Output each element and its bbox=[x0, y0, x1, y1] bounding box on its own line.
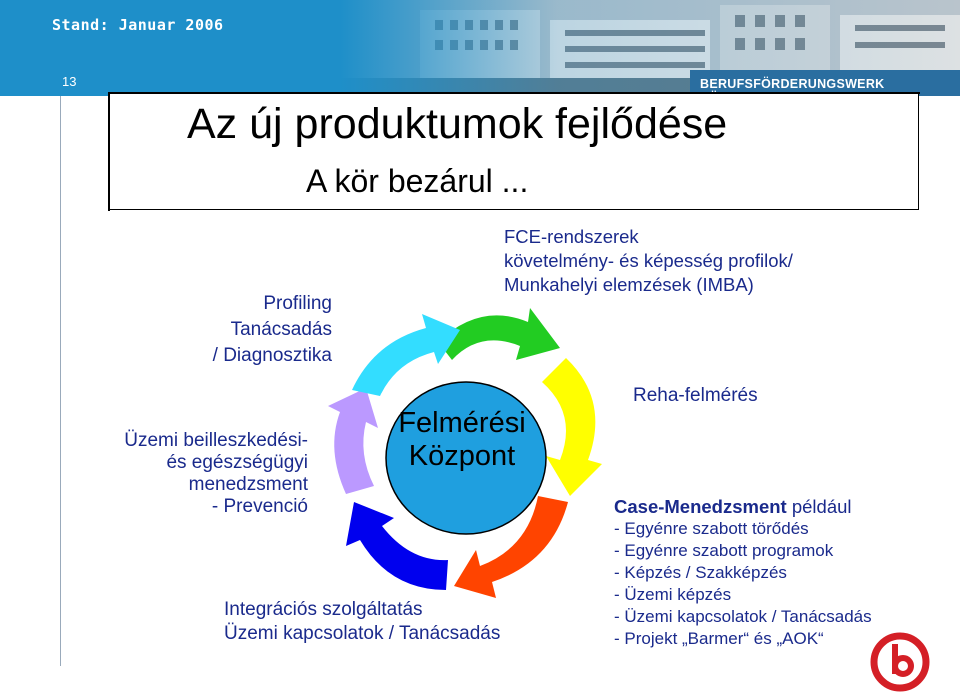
profiling-line2: Tanácsadás bbox=[230, 319, 332, 340]
page-subtitle: A kör bezárul ... bbox=[306, 163, 529, 199]
uzemi-block bbox=[62, 430, 308, 518]
profiling-line3: / Diagnosztika bbox=[212, 345, 332, 366]
case-item: - Képzés / Szakképzés bbox=[614, 563, 787, 582]
uzemi-line4: - Prevenció bbox=[211, 496, 308, 517]
cycle-arrow-cyan bbox=[352, 314, 460, 396]
page-title: Az új produktumok fejlődése bbox=[187, 100, 728, 148]
case-title-bold: Case-Menedzsment bbox=[614, 496, 787, 517]
case-title bbox=[614, 496, 872, 518]
uzemi-line2: és egészségügyi bbox=[166, 452, 308, 473]
uzemi-line3: menedzsment bbox=[188, 474, 308, 495]
cycle-arrow-lavender bbox=[328, 388, 378, 494]
organization-name: BERUFSFÖRDERUNGSWERK bbox=[700, 77, 885, 91]
title-box-top-border bbox=[108, 92, 920, 94]
case-item: - Projekt „Barmer“ és „AOK“ bbox=[614, 629, 824, 648]
center-label-line2: Központ bbox=[408, 440, 516, 472]
center-label bbox=[384, 407, 540, 473]
profiling-line1: Profiling bbox=[263, 293, 332, 314]
fce-line2: követelmény- és képesség profilok/ bbox=[504, 250, 793, 271]
case-title-rest: például bbox=[786, 496, 852, 517]
center-label-line1: Felmérési bbox=[398, 407, 526, 439]
fce-block bbox=[504, 225, 793, 297]
title-box-left-border bbox=[108, 94, 110, 211]
integracio-line2: Üzemi kapcsolatok / Tanácsadás bbox=[224, 623, 501, 644]
case-item: - Üzemi kapcsolatok / Tanácsadás bbox=[614, 607, 872, 626]
cycle-arrow-yellow bbox=[542, 358, 602, 496]
reha-label: Reha-felmérés bbox=[633, 385, 758, 406]
integracio-line1: Integrációs szolgáltatás bbox=[224, 599, 423, 620]
integracio-block bbox=[224, 598, 500, 646]
fce-line3: Munkahelyi elemzések (IMBA) bbox=[504, 274, 754, 295]
case-item: - Egyénre szabott törődés bbox=[614, 519, 809, 538]
slide-number: 13 bbox=[62, 74, 77, 89]
case-block bbox=[614, 496, 872, 650]
profiling-block bbox=[160, 291, 332, 369]
date-label: Stand: Januar 2006 bbox=[52, 16, 224, 34]
bfw-logo-icon bbox=[868, 630, 932, 694]
case-item: - Egyénre szabott programok bbox=[614, 541, 834, 560]
case-item: - Üzemi képzés bbox=[614, 585, 732, 604]
left-divider bbox=[60, 96, 61, 666]
uzemi-line1: Üzemi beilleszkedési- bbox=[124, 430, 308, 451]
header-banner bbox=[0, 0, 960, 96]
fce-line1: FCE-rendszerek bbox=[504, 226, 639, 247]
